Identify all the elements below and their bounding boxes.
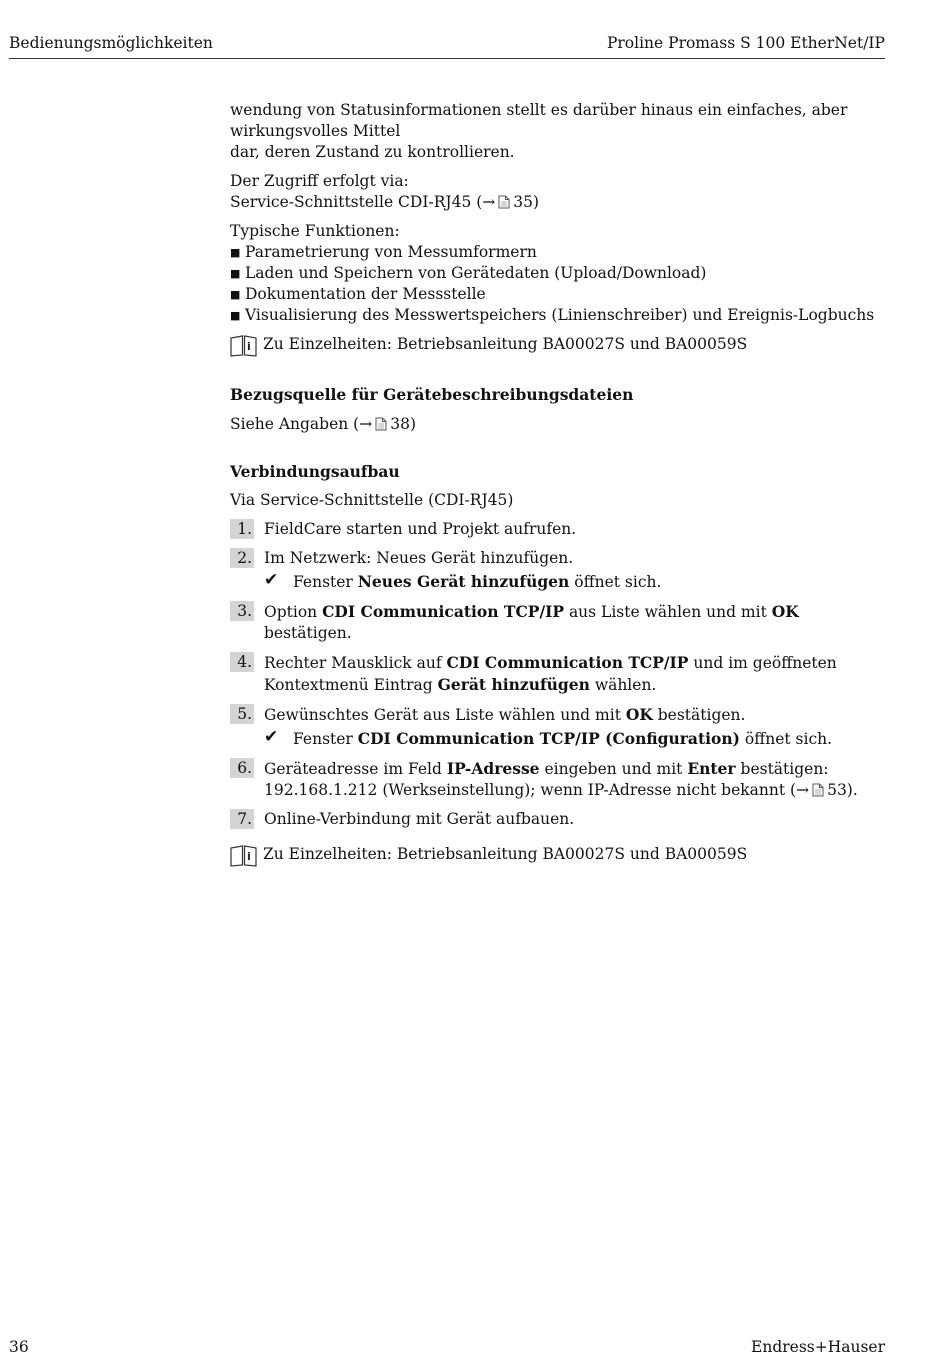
step-number: 3. [230, 601, 254, 621]
header-rule [9, 58, 885, 59]
step-7 [230, 809, 886, 830]
note-text: Zu Einzelheiten: Betriebsanleitung BA00027S und BA00059S [263, 845, 748, 863]
page-number: 36 [9, 1338, 29, 1356]
page-ref-icon [498, 195, 510, 209]
list-item: ■ Laden und Speichern von Gerätedaten (Upload/Download) [230, 263, 886, 284]
step-text: Im Netzwerk: Neues Gerät hinzufügen. [264, 549, 574, 567]
manual-book-icon [230, 845, 257, 867]
step-number: 7. [230, 809, 254, 829]
step-5: 5. Gewünschtes Gerät aus Liste wählen und mit OK bestätigen. ✔ Fenster CDI Communication TCP/IP (Configuration) öffnet sich. [230, 704, 886, 750]
note-text: Zu Einzelheiten: Betriebsanleitung BA00027S und BA00059S [263, 335, 748, 353]
page-ref-icon [375, 417, 387, 431]
svg-text:i: i [247, 340, 251, 353]
list-item: ■ Visualisierung des Messwertspeichers (Linienschreiber) und Ereignis-Logbuchs [230, 305, 886, 326]
intro-line-1: wendung von Statusinformationen stellt es darüber hinaus ein einfaches, aber wirkungsvolles Mittel [230, 101, 848, 140]
step-number: 6. [230, 758, 254, 778]
access-via: Service-Schnittstelle CDI-RJ45 (→ 35) [230, 193, 540, 211]
step-6: 6. Geräteadresse im Feld IP-Adresse eingeben und mit Enter bestätigen: 192.168.1.212 (Werkseinstellung); wenn IP-Adresse nicht bekannt (→ 53). [230, 758, 886, 801]
step-text: Online-Verbindung mit Gerät aufbauen. [264, 810, 575, 828]
step-4: 4. Rechter Mausklick auf CDI Communication TCP/IP und im geöffneten Kontextmenü Eintrag Gerät hinzufügen wählen. [230, 652, 886, 696]
step-result: ✔ Fenster CDI Communication TCP/IP (Configuration) öffnet sich. [264, 727, 833, 748]
functions-label: Typische Funktionen: [230, 222, 400, 240]
step-result: ✔ Fenster Neues Gerät hinzufügen öffnet sich. [264, 570, 662, 591]
checkmark-icon: ✔ [264, 570, 279, 590]
checkmark-icon: ✔ [264, 727, 279, 747]
note-reference-1 [230, 334, 886, 355]
step-number: 5. [230, 704, 254, 724]
intro-line-2: dar, deren Zustand zu kontrollieren. [230, 143, 515, 161]
arrow-glyph: → [796, 781, 810, 799]
page-content [230, 100, 886, 865]
steps-list [230, 519, 886, 830]
step-number: 2. [230, 548, 254, 568]
heading-device-description-source: Bezugsquelle für Gerätebeschreibungsdateien [230, 385, 634, 404]
step-1 [230, 519, 886, 540]
arrow-glyph: → [482, 193, 496, 211]
list-item: ■ Dokumentation der Messstelle [230, 284, 886, 305]
manual-book-icon [230, 335, 257, 357]
header-section-title: Bedienungsmöglichkeiten [9, 34, 213, 52]
step-number: 4. [230, 652, 254, 672]
step-2 [230, 548, 886, 593]
page-ref-icon [812, 783, 824, 797]
step-3: 3. Option CDI Communication TCP/IP aus Liste wählen und mit OK bestätigen. [230, 601, 886, 644]
arrow-glyph: → [359, 415, 373, 433]
functions-list [230, 242, 886, 326]
step-number: 1. [230, 519, 254, 539]
header-product-title: Proline Promass S 100 EtherNet/IP [606, 34, 885, 52]
access-label: Der Zugriff erfolgt via: [230, 172, 409, 190]
list-item: ■ Parametrierung von Messumformern [230, 242, 886, 263]
access-page-ref: 35) [513, 193, 540, 211]
company-name: Endress+Hauser [751, 1338, 885, 1356]
source-reference: Siehe Angaben (→ 38) [230, 415, 417, 433]
note-reference-2 [230, 844, 886, 865]
heading-connection-setup: Verbindungsaufbau [230, 462, 400, 481]
svg-text:i: i [247, 850, 251, 863]
connection-via: Via Service-Schnittstelle (CDI-RJ45) [230, 491, 514, 509]
step-text: FieldCare starten und Projekt aufrufen. [264, 520, 577, 538]
